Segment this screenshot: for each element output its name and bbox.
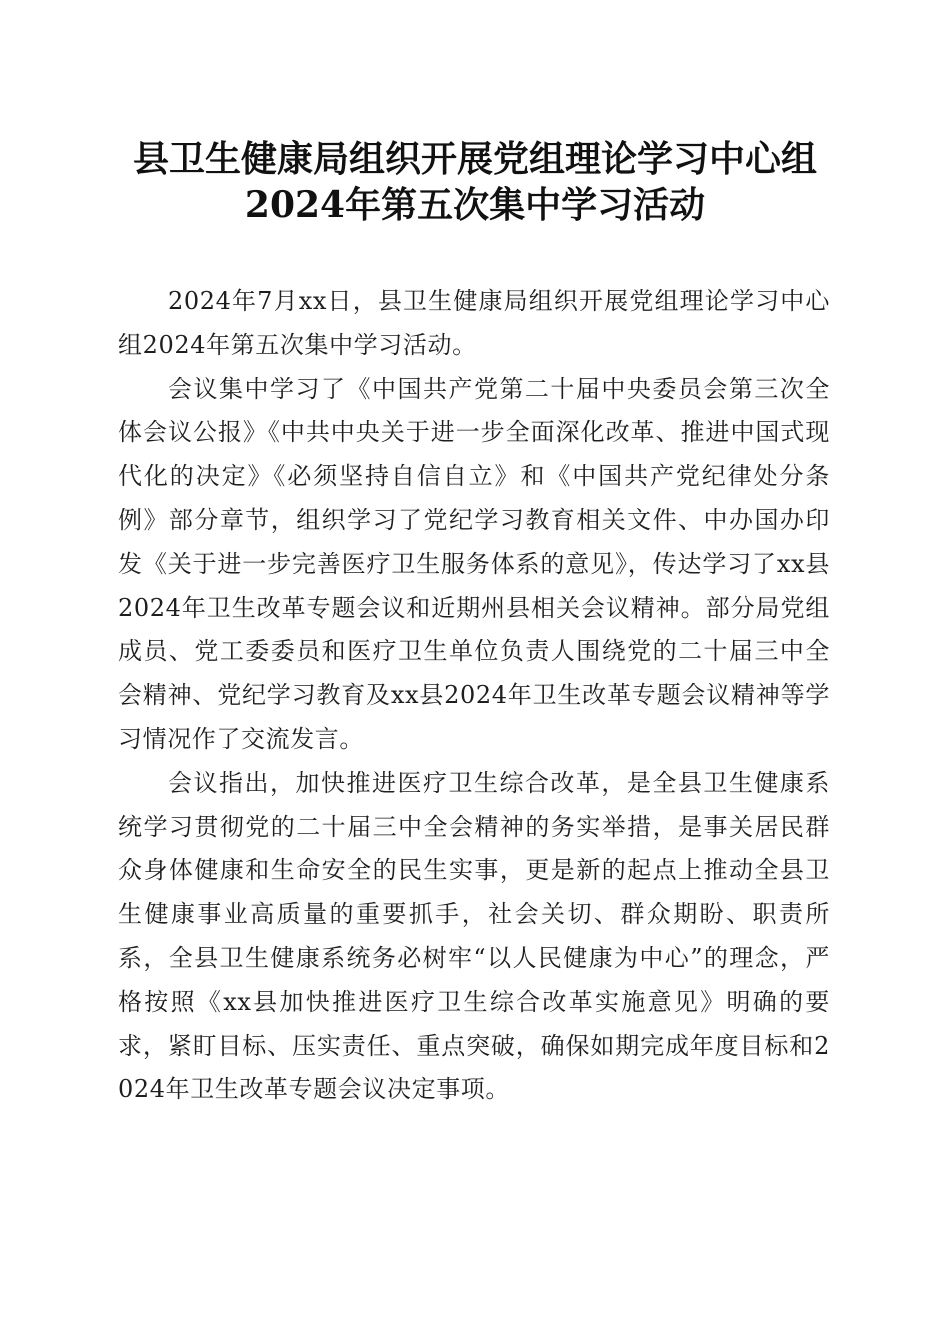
document-body xyxy=(118,280,830,1112)
paragraph-study-content: 会议集中学习了《中国共产党第二十届中央委员会第三次全体会议公报》《中共中央关于进一步全面深化改革、推进中国式现代化的决定》《必须坚持自信自立》和《中国共产党纪律处分条例》部分章节，组织学习了党纪学习教育相关文件、中办国办印发《关于进一步完善医疗卫生服务体系的意见》，传达学习了xx县2024年卫生改革专题会议和近期州县相关会议精神。部分局党组成员、党工委委员和医疗卫生单位负责人围绕党的二十届三中全会精神、党纪学习教育及xx县2024年卫生改革专题会议精神等学习情况作了交流发言。 xyxy=(118,374,830,753)
paragraph-intro: 2024年7月xx日，县卫生健康局组织开展党组理论学习中心组2024年第五次集中学习活动。 xyxy=(118,287,830,359)
paragraph-meeting-points: 会议指出，加快推进医疗卫生综合改革，是全县卫生健康系统学习贯彻党的二十届三中全会精神的务实举措，是事关居民群众身体健康和生命安全的民生实事，更是新的起点上推动全县卫生健康事业高质量的重要抓手，社会关切、群众期盼、职责所系，全县卫生健康系统务必树牢“以人民健康为中心”的理念，严格按照《xx县加快推进医疗卫生综合改革实施意见》明确的要求，紧盯目标、压实责任、重点突破，确保如期完成年度目标和2024年卫生改革专题会议决定事项。 xyxy=(118,768,830,1104)
title-line-1: 县卫生健康局组织开展党组理论学习中心组 xyxy=(132,138,817,180)
title-line-2: 2024年第五次集中学习活动 xyxy=(244,184,706,226)
document-title xyxy=(100,136,850,228)
